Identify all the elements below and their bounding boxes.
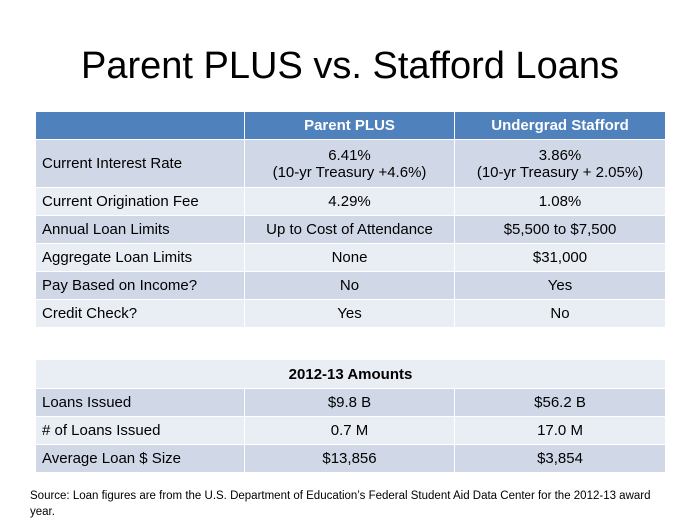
- table-row: [36, 244, 666, 272]
- amounts-heading-row: [36, 360, 666, 389]
- parent-plus-cell: 0.7 M: [245, 417, 455, 445]
- parent-plus-cell: $13,856: [245, 445, 455, 473]
- header-blank-cell: [36, 112, 245, 140]
- parent-plus-rate-detail: (10-yr Treasury +4.6%): [272, 163, 427, 181]
- loan-comparison-table: [35, 111, 666, 328]
- parent-plus-cell: $9.8 B: [245, 389, 455, 417]
- stafford-cell: 1.08%: [455, 188, 666, 216]
- table-row: [36, 216, 666, 244]
- parent-plus-cell: None: [245, 244, 455, 272]
- row-label: Annual Loan Limits: [36, 216, 245, 244]
- row-label: Aggregate Loan Limits: [36, 244, 245, 272]
- amounts-table: [35, 359, 666, 473]
- table-row: [36, 417, 666, 445]
- parent-plus-cell: Yes: [245, 300, 455, 328]
- parent-plus-cell: Up to Cost of Attendance: [245, 216, 455, 244]
- stafford-cell: 17.0 M: [455, 417, 666, 445]
- row-label: Average Loan $ Size: [36, 445, 245, 473]
- row-label: Current Origination Fee: [36, 188, 245, 216]
- stafford-rate: 3.86%: [538, 146, 582, 164]
- table-row: [36, 188, 666, 216]
- header-parent-plus: Parent PLUS: [245, 112, 455, 140]
- header-undergrad-stafford: Undergrad Stafford: [455, 112, 666, 140]
- row-label: Credit Check?: [36, 300, 245, 328]
- stafford-cell: Yes: [455, 272, 666, 300]
- parent-plus-cell: No: [245, 272, 455, 300]
- table-row: [36, 389, 666, 417]
- stafford-cell: $56.2 B: [455, 389, 666, 417]
- source-footnote: Source: Loan figures are from the U.S. Department of Education’s Federal Student Aid Data Center for the 2012-13 award year.: [30, 490, 651, 518]
- parent-plus-rate: 6.41%: [328, 146, 371, 164]
- stafford-cell: [455, 140, 666, 188]
- stafford-cell: $5,500 to $7,500: [455, 216, 666, 244]
- row-label: Pay Based on Income?: [36, 272, 245, 300]
- table-header-row: [36, 112, 666, 140]
- amounts-heading: 2012-13 Amounts: [36, 360, 666, 389]
- stafford-cell: $3,854: [455, 445, 666, 473]
- stafford-cell: $31,000: [455, 244, 666, 272]
- table-row: [36, 140, 666, 188]
- table-row: [36, 445, 666, 473]
- stafford-cell: No: [455, 300, 666, 328]
- row-label: Current Interest Rate: [36, 140, 245, 188]
- parent-plus-cell: [245, 140, 455, 188]
- stafford-rate-detail: (10-yr Treasury + 2.05%): [476, 163, 644, 181]
- row-label: # of Loans Issued: [36, 417, 245, 445]
- slide-title: Parent PLUS vs. Stafford Loans: [81, 45, 619, 87]
- parent-plus-cell: 4.29%: [245, 188, 455, 216]
- row-label: Loans Issued: [36, 389, 245, 417]
- table-row: [36, 300, 666, 328]
- table-row: [36, 272, 666, 300]
